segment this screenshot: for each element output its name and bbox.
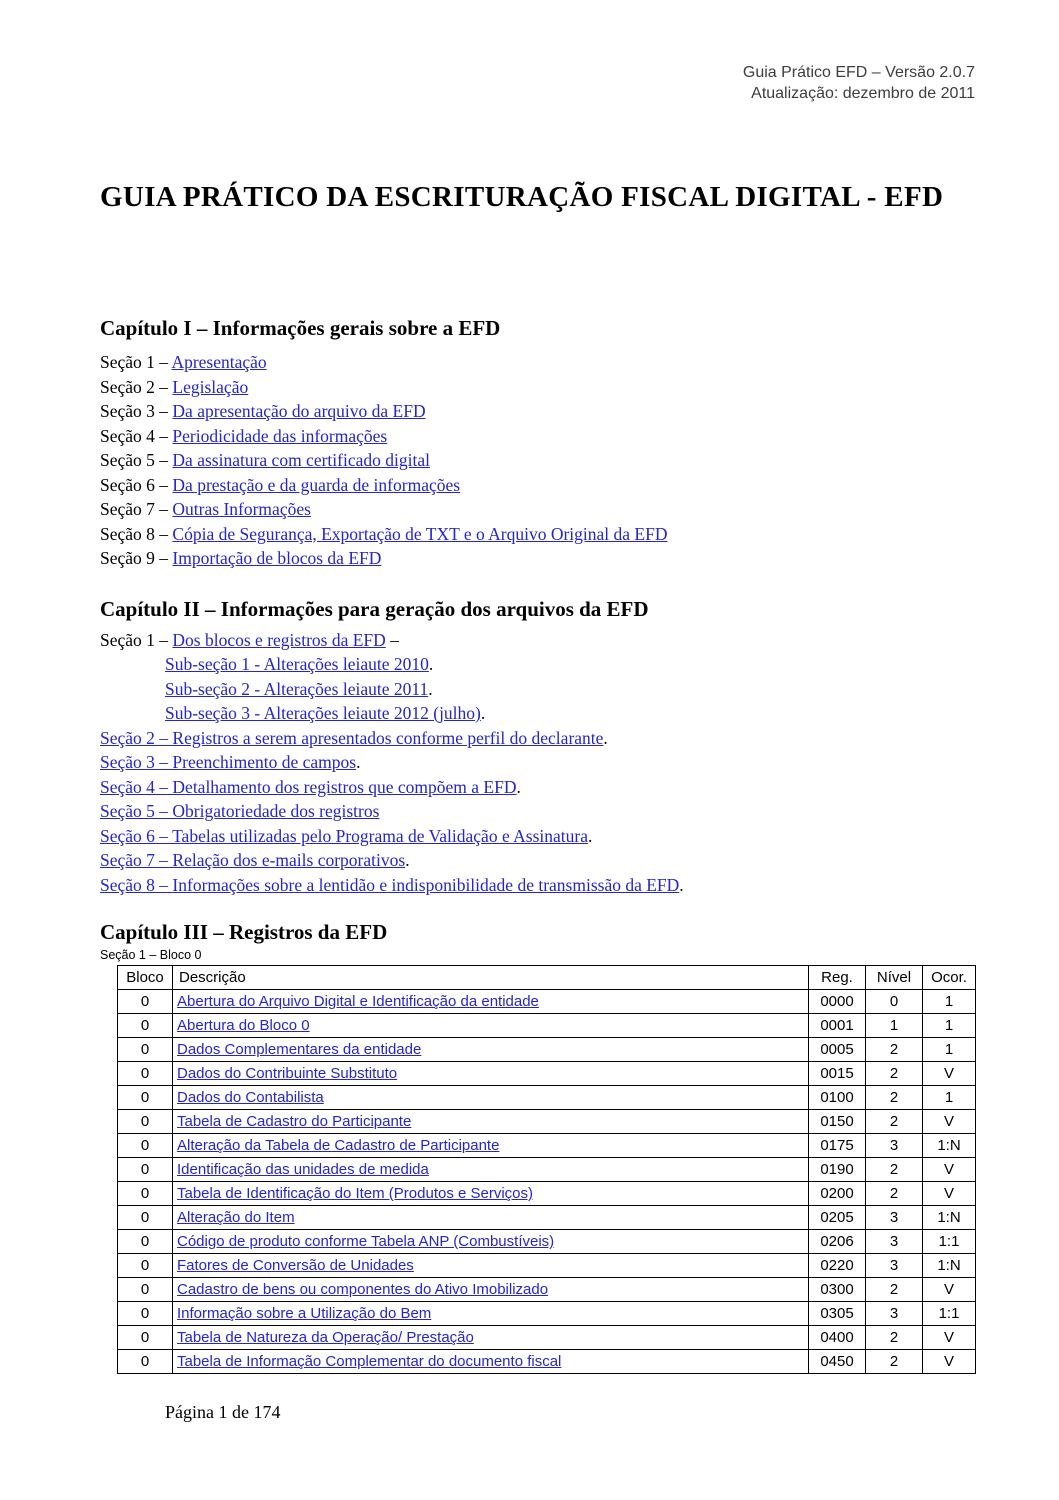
registro-link[interactable]: Identificação das unidades de medida: [177, 1161, 429, 1178]
cell-ocor: V: [923, 1182, 976, 1206]
cell-bloco: 0: [118, 1038, 173, 1062]
cell-descricao: [173, 990, 809, 1014]
cell-descricao: [173, 1350, 809, 1374]
cell-reg: 0001: [809, 1014, 866, 1038]
registro-link[interactable]: Tabela de Informação Complementar do documento fiscal: [177, 1353, 562, 1370]
section-prefix: Seção 9 –: [100, 548, 173, 568]
section-caption: Seção 1 – Bloco 0: [100, 948, 202, 962]
section-line: [100, 448, 975, 473]
column-header-nivel: Nível: [866, 966, 923, 990]
section-line: [100, 522, 975, 547]
cell-nivel: 3: [866, 1302, 923, 1326]
cell-descricao: [173, 1062, 809, 1086]
cell-nivel: 2: [866, 1278, 923, 1302]
cell-bloco: 0: [118, 1278, 173, 1302]
subsection-link[interactable]: Sub-seção 1 - Alterações leiaute 2010: [165, 654, 429, 674]
section-prefix: Seção 1 –: [100, 629, 173, 650]
section-line: [100, 873, 975, 898]
section-link[interactable]: Da apresentação do arquivo da EFD: [172, 401, 426, 421]
registros-table: [117, 965, 976, 1374]
cell-nivel: 3: [866, 1230, 923, 1254]
section-link[interactable]: Seção 3 – Preenchimento de campos: [100, 752, 357, 772]
section-line: [100, 399, 975, 424]
section-suffix: .: [679, 874, 684, 895]
section-prefix: Seção 2 –: [100, 376, 173, 397]
cell-ocor: 1:N: [923, 1206, 976, 1230]
column-header-bloco: Bloco: [118, 966, 173, 990]
subsection-line: [100, 701, 975, 726]
table-row: [118, 1230, 976, 1254]
section-line: [100, 424, 975, 449]
cell-descricao: [173, 1182, 809, 1206]
cell-bloco: 0: [118, 1206, 173, 1230]
cell-bloco: 0: [118, 1086, 173, 1110]
cell-nivel: 0: [866, 990, 923, 1014]
cell-reg: 0175: [809, 1134, 866, 1158]
cell-ocor: 1:N: [923, 1254, 976, 1278]
section-link[interactable]: Da prestação e da guarda de informações: [172, 474, 461, 495]
cell-descricao: [173, 1110, 809, 1134]
section-line: [100, 473, 975, 498]
cell-bloco: 0: [118, 1302, 173, 1326]
cell-ocor: V: [923, 1110, 976, 1134]
cell-bloco: 0: [118, 1326, 173, 1350]
cell-nivel: 3: [866, 1254, 923, 1278]
section-link[interactable]: Seção 6 – Tabelas utilizadas pelo Programa de Validação e Assinatura: [100, 825, 588, 846]
cell-reg: 0005: [809, 1038, 866, 1062]
header-version-line: Guia Prático EFD – Versão 2.0.7: [742, 64, 975, 81]
column-header-descricao: Descrição: [173, 966, 809, 990]
table-row: [118, 990, 976, 1014]
chapter2-subsection-list: [100, 652, 975, 726]
section-link[interactable]: Outras Informações: [172, 499, 311, 519]
cell-bloco: 0: [118, 1254, 173, 1278]
section-link[interactable]: Seção 8 – Informações sobre a lentidão e indisponibilidade de transmissão da EFD: [100, 874, 680, 895]
cell-reg: 0000: [809, 990, 866, 1014]
cell-ocor: 1:1: [923, 1230, 976, 1254]
chapter2-heading: Capítulo II – Informações para geração dos arquivos da EFD: [100, 596, 649, 621]
section-line: [100, 824, 975, 849]
cell-bloco: 0: [118, 990, 173, 1014]
section-suffix: –: [385, 629, 399, 650]
cell-reg: 0400: [809, 1326, 866, 1350]
chapter2-section1-line: [100, 628, 975, 653]
subsection-line: [100, 677, 975, 702]
cell-ocor: 1: [923, 990, 976, 1014]
table-row: [118, 1278, 976, 1302]
cell-nivel: 2: [866, 1062, 923, 1086]
section-line: [100, 750, 975, 775]
cell-reg: 0150: [809, 1110, 866, 1134]
section-suffix: .: [603, 727, 608, 748]
chapter3-heading: Capítulo III – Registros da EFD: [100, 920, 388, 944]
cell-descricao: [173, 1206, 809, 1230]
cell-bloco: 0: [118, 1062, 173, 1086]
section-prefix: Seção 4 –: [100, 425, 173, 446]
subsection-line: [100, 652, 975, 677]
cell-nivel: 3: [866, 1134, 923, 1158]
cell-reg: 0450: [809, 1350, 866, 1374]
section-suffix: .: [356, 752, 361, 772]
section-line: [100, 546, 975, 571]
chapter1-heading: Capítulo I – Informações gerais sobre a EFD: [100, 316, 501, 340]
cell-ocor: V: [923, 1326, 976, 1350]
document-title: GUIA PRÁTICO DA ESCRITURAÇÃO FISCAL DIGITAL - EFD: [100, 181, 944, 213]
cell-descricao: [173, 1254, 809, 1278]
table-row: [118, 1326, 976, 1350]
section-line: [100, 350, 975, 375]
table-row: [118, 1086, 976, 1110]
registro-link[interactable]: Abertura do Bloco 0: [177, 1017, 310, 1034]
registro-link[interactable]: Informação sobre a Utilização do Bem: [177, 1305, 432, 1322]
registro-link[interactable]: Alteração do Item: [177, 1209, 295, 1226]
section-link[interactable]: Importação de blocos da EFD: [172, 548, 382, 568]
cell-bloco: 0: [118, 1350, 173, 1374]
registro-link[interactable]: Dados do Contribuinte Substituto: [177, 1065, 398, 1082]
cell-ocor: 1:1: [923, 1302, 976, 1326]
section-line: [100, 775, 975, 800]
section-line: [100, 799, 975, 824]
cell-ocor: V: [923, 1278, 976, 1302]
section-link[interactable]: Legislação: [172, 376, 249, 397]
table-row: [118, 1158, 976, 1182]
registro-link[interactable]: Cadastro de bens ou componentes do Ativo Imobilizado: [177, 1281, 549, 1298]
cell-bloco: 0: [118, 1014, 173, 1038]
cell-bloco: 0: [118, 1134, 173, 1158]
section-suffix: .: [405, 850, 410, 870]
cell-nivel: 1: [866, 1014, 923, 1038]
section-link[interactable]: Seção 2 – Registros a serem apresentados conforme perfil do declarante: [100, 727, 604, 748]
section-link[interactable]: Dos blocos e registros da EFD: [172, 629, 386, 650]
registro-link[interactable]: Fatores de Conversão de Unidades: [177, 1257, 414, 1274]
subsection-suffix: .: [428, 678, 433, 699]
section-suffix: .: [587, 825, 593, 846]
section-line: [100, 497, 975, 522]
registro-link[interactable]: Código de produto conforme Tabela ANP (Combustíveis): [177, 1233, 555, 1250]
cell-reg: 0220: [809, 1254, 866, 1278]
registro-link[interactable]: Alteração da Tabela de Cadastro de Participante: [177, 1137, 500, 1154]
cell-reg: 0206: [809, 1230, 866, 1254]
registro-link[interactable]: Tabela de Cadastro do Participante: [177, 1113, 412, 1130]
table-row: [118, 1254, 976, 1278]
table-row: [118, 1062, 976, 1086]
section-link[interactable]: Seção 7 – Relação dos e-mails corporativos: [100, 850, 406, 870]
cell-reg: 0190: [809, 1158, 866, 1182]
section-link[interactable]: Da assinatura com certificado digital: [172, 450, 430, 470]
cell-ocor: 1: [923, 1038, 976, 1062]
cell-descricao: [173, 1326, 809, 1350]
cell-nivel: 2: [866, 1326, 923, 1350]
cell-ocor: V: [923, 1062, 976, 1086]
section-prefix: Seção 5 –: [100, 450, 173, 470]
cell-nivel: 2: [866, 1182, 923, 1206]
table-row: [118, 1038, 976, 1062]
page-header: [100, 62, 975, 104]
cell-reg: 0305: [809, 1302, 866, 1326]
cell-descricao: [173, 1302, 809, 1326]
cell-reg: 0100: [809, 1086, 866, 1110]
subsection-suffix: .: [428, 654, 434, 674]
subsection-link[interactable]: Sub-seção 2 - Alterações leiaute 2011: [165, 678, 429, 699]
registro-link[interactable]: Tabela de Identificação do Item (Produtos e Serviços): [177, 1185, 534, 1202]
registro-link[interactable]: Tabela de Natureza da Operação/ Prestação: [177, 1329, 474, 1346]
subsection-suffix: .: [480, 703, 486, 723]
cell-nivel: 2: [866, 1350, 923, 1374]
section-line: [100, 726, 975, 751]
section-line: [100, 848, 975, 873]
table-row: [118, 1350, 976, 1374]
subsection-link[interactable]: Sub-seção 3 - Alterações leiaute 2012 (julho): [165, 703, 481, 723]
cell-ocor: 1: [923, 1014, 976, 1038]
section-prefix: Seção 1 –: [100, 352, 172, 372]
cell-descricao: [173, 1278, 809, 1302]
section-prefix: Seção 7 –: [100, 499, 173, 519]
section-line: [100, 375, 975, 400]
section-prefix: Seção 8 –: [100, 523, 173, 544]
registro-link[interactable]: Dados Complementares da entidade: [177, 1041, 422, 1058]
section-link[interactable]: Seção 4 – Detalhamento dos registros que compõem a EFD: [100, 776, 517, 797]
section-prefix: Seção 6 –: [100, 474, 173, 495]
cell-reg: 0205: [809, 1206, 866, 1230]
table-row: [118, 1302, 976, 1326]
section-link[interactable]: Periodicidade das informações: [172, 425, 388, 446]
cell-descricao: [173, 1134, 809, 1158]
section-link[interactable]: Apresentação: [171, 352, 267, 372]
cell-nivel: 2: [866, 1038, 923, 1062]
cell-descricao: [173, 1158, 809, 1182]
table-row: [118, 1134, 976, 1158]
column-header-reg: Reg.: [809, 966, 866, 990]
cell-nivel: 2: [866, 1158, 923, 1182]
cell-descricao: [173, 1230, 809, 1254]
table-row: [118, 1014, 976, 1038]
cell-nivel: 2: [866, 1086, 923, 1110]
section-link[interactable]: Cópia de Segurança, Exportação de TXT e o Arquivo Original da EFD: [172, 523, 668, 544]
cell-descricao: [173, 1014, 809, 1038]
cell-ocor: V: [923, 1350, 976, 1374]
section-suffix: .: [516, 776, 521, 797]
column-header-ocor: Ocor.: [923, 966, 976, 990]
header-update-line: Atualização: dezembro de 2011: [751, 85, 975, 102]
chapter1-section-list: [100, 350, 975, 571]
table-row: [118, 1110, 976, 1134]
cell-ocor: V: [923, 1158, 976, 1182]
table-header-row: [118, 966, 976, 990]
table-row: [118, 1206, 976, 1230]
cell-reg: 0300: [809, 1278, 866, 1302]
cell-reg: 0015: [809, 1062, 866, 1086]
cell-ocor: 1: [923, 1086, 976, 1110]
cell-bloco: 0: [118, 1230, 173, 1254]
cell-ocor: 1:N: [923, 1134, 976, 1158]
cell-descricao: [173, 1038, 809, 1062]
cell-nivel: 2: [866, 1110, 923, 1134]
cell-reg: 0200: [809, 1182, 866, 1206]
chapter2-section-list: [100, 726, 975, 898]
cell-bloco: 0: [118, 1158, 173, 1182]
cell-descricao: [173, 1086, 809, 1110]
section-link[interactable]: Seção 5 – Obrigatoriedade dos registros: [100, 801, 380, 821]
page-footer: Página 1 de 174: [165, 1402, 281, 1422]
registro-link[interactable]: Abertura do Arquivo Digital e Identificação da entidade: [177, 993, 539, 1010]
cell-bloco: 0: [118, 1182, 173, 1206]
registro-link[interactable]: Dados do Contabilista: [177, 1089, 324, 1106]
section-prefix: Seção 3 –: [100, 401, 173, 421]
cell-nivel: 3: [866, 1206, 923, 1230]
cell-bloco: 0: [118, 1110, 173, 1134]
table-row: [118, 1182, 976, 1206]
